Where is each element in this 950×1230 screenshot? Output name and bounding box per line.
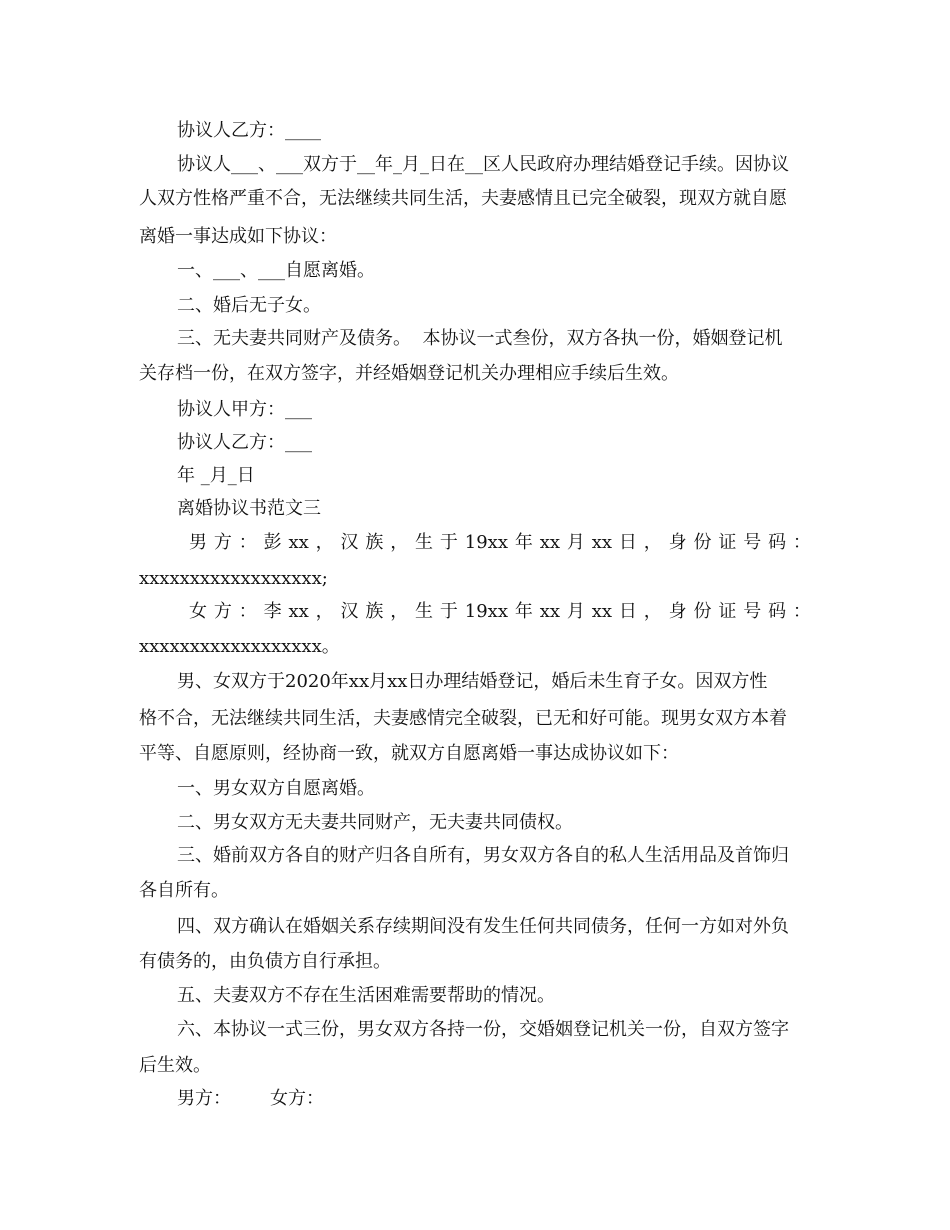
text-token: 月 [566, 601, 585, 622]
text-token: 19xx [464, 532, 508, 553]
text-token: 生 [415, 532, 434, 553]
section-heading: 离婚协议书范文三 [177, 498, 321, 519]
clause-line: 一、男女双方自愿离婚。 [177, 778, 375, 799]
clause-line: 二、男女双方无夫妻共同财产，无夫妻共同债权。 [177, 812, 573, 833]
clause-line: 三、婚前双方各自的财产归各自所有，男女双方各自的私人生活用品及首饰归 [177, 845, 789, 866]
female-signature-label: 女方： [270, 1088, 324, 1109]
text-token: xx [539, 601, 561, 622]
text-token: 码 [768, 601, 787, 622]
paragraph-line: 人双方性格严重不合，无法继续共同生活，夫妻感情且已完全破裂，现双方就自愿 [139, 188, 787, 209]
text-token: ， [315, 601, 334, 622]
text-token: 年 [514, 532, 533, 553]
male-info-line [139, 532, 811, 554]
text-token: 李 [263, 601, 282, 622]
clause-line: 关存档一份，在双方签字，并经婚姻登记机关办理相应手续后生效。 [139, 363, 679, 384]
paragraph-line: 男、女双方于2020年xx月xx日办理结婚登记，婚后未生育子女。因双方性 [177, 671, 768, 692]
text-token: xx [591, 601, 613, 622]
text-token: ， [390, 532, 409, 553]
clause-line: 二、婚后无子女。 [177, 295, 321, 316]
female-id-number: xxxxxxxxxxxxxxxxxx。 [139, 636, 340, 657]
text-token: 于 [439, 601, 458, 622]
text-token: ： [792, 532, 811, 553]
text-token: 日 [618, 601, 637, 622]
text-token: 生 [415, 601, 434, 622]
text-token: 身 [668, 601, 687, 622]
party-a-signature-line: 协议人甲方：___ [177, 399, 312, 420]
text-token: xx [539, 532, 561, 553]
party-b-signature-line: 协议人乙方：___ [177, 432, 312, 453]
text-token: 月 [566, 532, 585, 553]
date-line: 年 _月_日 [177, 465, 255, 486]
text-token: xx [288, 601, 309, 622]
text-token: 码 [768, 532, 787, 553]
clause-line: 六、本协议一式三份，男女双方各持一份，交婚姻登记机关一份，自双方签字 [177, 1019, 789, 1040]
party-b-line: 协议人乙方：____ [177, 120, 321, 141]
text-token: 汉 [340, 532, 359, 553]
text-token: 彭 [263, 532, 282, 553]
text-token: xx [591, 532, 613, 553]
paragraph-line: 离婚一事达成如下协议： [139, 226, 337, 247]
clause-line: 各自所有。 [139, 880, 229, 901]
text-token: 族 [365, 532, 384, 553]
paragraph-line: 格不合，无法继续共同生活，夫妻感情完全破裂，已无和好可能。现男女双方本着 [139, 708, 787, 729]
text-token: ， [643, 601, 662, 622]
text-token: 方 [213, 601, 232, 622]
clause-line: 三、无夫妻共同财产及债务。 本协议一式叁份，双方各执一份，婚姻登记机 [177, 328, 783, 349]
male-signature-label: 男方： [177, 1088, 231, 1109]
text-token: 女 [189, 601, 207, 622]
text-token: 份 [693, 601, 712, 622]
text-token: ： [792, 601, 811, 622]
text-token: ， [390, 601, 409, 622]
text-token: 日 [618, 532, 637, 553]
clause-line: 五、夫妻双方不存在生活困难需要帮助的情况。 [177, 985, 555, 1006]
text-token: 证 [718, 532, 737, 553]
text-token: xx [288, 532, 309, 553]
text-token: 族 [365, 601, 384, 622]
text-token: 年 [514, 601, 533, 622]
text-token: 证 [718, 601, 737, 622]
text-token: 汉 [340, 601, 359, 622]
clause-line: 四、双方确认在婚姻关系存续期间没有发生任何共同债务，任何一方如对外负 [177, 916, 789, 937]
paragraph-line: 协议人___、___双方于__年_月_日在__区人民政府办理结婚登记手续。因协议 [177, 154, 789, 175]
paragraph-line: 平等、自愿原则，经协商一致，就双方自愿离婚一事达成协议如下： [139, 743, 679, 764]
text-token: ： [238, 532, 257, 553]
text-token: 身 [668, 532, 687, 553]
text-token: 男 [189, 532, 207, 553]
text-token: 19xx [464, 601, 508, 622]
clause-line: 一、___、___自愿离婚。 [177, 260, 375, 281]
text-token: 于 [439, 532, 458, 553]
female-info-line [139, 601, 811, 623]
text-token: 份 [693, 532, 712, 553]
text-token: ， [643, 532, 662, 553]
text-token: 号 [743, 532, 762, 553]
male-id-number: xxxxxxxxxxxxxxxxxx; [139, 568, 328, 589]
text-token: ， [315, 532, 334, 553]
clause-line: 有债务的，由负债方自行承担。 [139, 951, 391, 972]
clause-line: 后生效。 [139, 1055, 211, 1076]
text-token: ： [238, 601, 257, 622]
text-token: 号 [743, 601, 762, 622]
text-token: 方 [213, 532, 232, 553]
